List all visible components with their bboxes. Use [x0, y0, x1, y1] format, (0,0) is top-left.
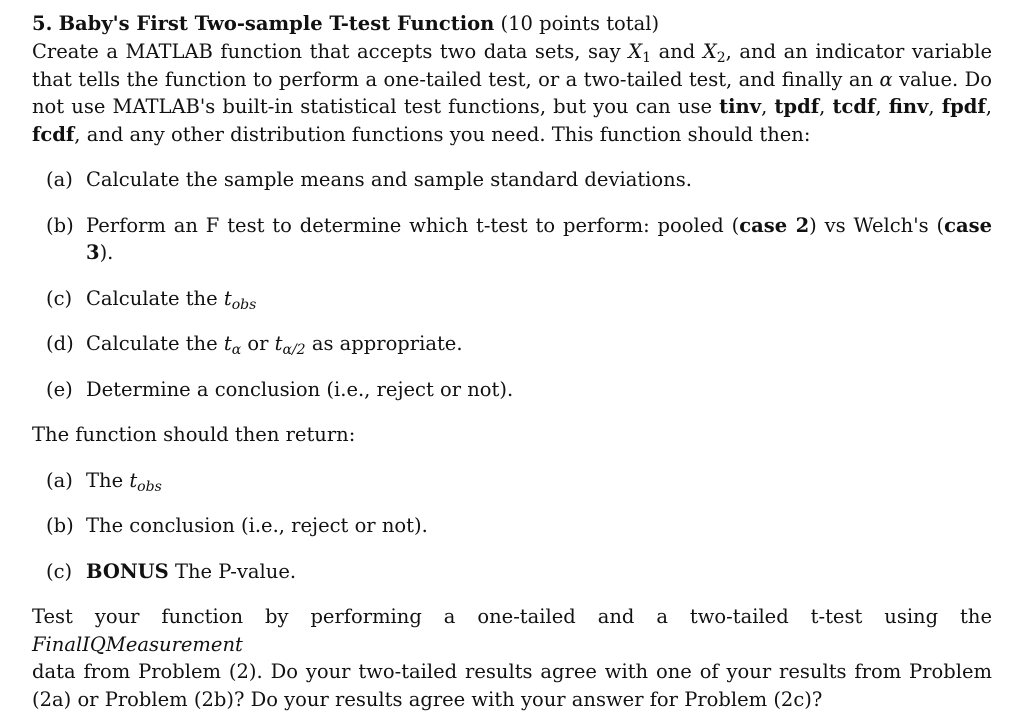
item-marker: (c) — [46, 558, 72, 586]
problem-number: 5. — [32, 12, 52, 35]
closing-line-2: data from Problem (2). Do your two-tailed results agree with one of your results from Problem — [32, 658, 992, 686]
list-item — [32, 212, 992, 267]
list-item — [32, 512, 992, 540]
item-text: The conclusion (i.e., reject or not). — [86, 512, 992, 540]
steps-list — [32, 166, 992, 403]
intro-paragraph — [32, 38, 992, 148]
list-item — [32, 376, 992, 404]
var-alpha: α — [879, 68, 892, 91]
list-item — [32, 285, 992, 313]
closing-line-1 — [32, 603, 992, 658]
intro-line-2 — [32, 66, 992, 94]
fn-finv: finv — [889, 95, 929, 118]
item-text — [86, 212, 992, 240]
intro-text: , and an indicator variable — [726, 40, 992, 63]
dataset-name: FinalIQMeasurement — [32, 633, 243, 656]
case-3-label: case — [944, 214, 992, 237]
separator: , — [928, 95, 941, 118]
list-item — [32, 330, 992, 358]
item-marker: (c) — [46, 285, 72, 313]
var-t-alpha: t — [224, 332, 232, 355]
item-text: Determine a conclusion (i.e., reject or not). — [86, 376, 992, 404]
var-x1: X — [628, 40, 642, 63]
var-t-sub: obs — [232, 296, 257, 312]
var-t-sub: obs — [137, 478, 162, 494]
fn-tinv: tinv — [719, 95, 761, 118]
fn-tcdf: tcdf — [832, 95, 875, 118]
item-text-part: ) vs Welch's ( — [809, 214, 944, 237]
intro-and: and — [651, 40, 703, 63]
case-2-label: case 2 — [739, 214, 809, 237]
case-3-number: 3 — [86, 241, 100, 264]
separator: , — [761, 95, 774, 118]
closing-line-3: (2a) or Problem (2b)? Do your results agree with your answer for Problem (2c)? — [32, 686, 992, 713]
return-intro: The function should then return: — [32, 421, 992, 449]
item-text-part: ). — [100, 241, 114, 264]
item-text-continued — [86, 239, 992, 267]
item-text: Calculate the — [86, 287, 224, 310]
intro-text: value. Do — [893, 68, 992, 91]
var-t: t — [129, 469, 137, 492]
item-marker: (e) — [46, 376, 73, 404]
list-item — [32, 467, 992, 495]
item-text: Calculate the sample means and sample standard deviations. — [86, 166, 992, 194]
fn-fpdf: fpdf — [942, 95, 986, 118]
item-text-part: Perform an F test to determine which t-test to perform: pooled ( — [86, 214, 739, 237]
closing-text: Test your function by performing a one-tailed and a two-tailed t-test using the — [32, 605, 992, 628]
intro-text: , and any other distribution functions you need. This function should then: — [74, 123, 810, 146]
separator: , — [875, 95, 888, 118]
item-marker: (d) — [46, 330, 74, 358]
problem-title: Baby's First Two-sample T-test Function — [59, 12, 495, 35]
var-x2-sub: 2 — [717, 50, 726, 66]
var-t-alpha-half: t — [275, 332, 283, 355]
item-marker: (b) — [46, 212, 74, 240]
intro-text: Create a MATLAB function that accepts two data sets, say — [32, 40, 628, 63]
item-text: or — [241, 332, 274, 355]
var-x1-sub: 1 — [642, 50, 651, 66]
separator: , — [819, 95, 832, 118]
list-item — [32, 166, 992, 194]
problem-points: (10 points total) — [501, 12, 660, 35]
list-item — [32, 558, 992, 586]
item-text: The P-value. — [169, 560, 296, 583]
var-t-alpha-sub: α — [232, 342, 241, 358]
problem-heading — [32, 10, 992, 38]
intro-text: not use MATLAB's built-in statistical test functions, but you can use — [32, 95, 719, 118]
item-text: The — [86, 469, 129, 492]
separator: , — [986, 95, 992, 118]
item-marker: (b) — [46, 512, 74, 540]
intro-text: that tells the function to perform a one-tailed test, or a two-tailed test, and finally an — [32, 68, 879, 91]
item-text: as appropriate. — [306, 332, 463, 355]
intro-line-4 — [32, 121, 992, 149]
bonus-label: BONUS — [86, 560, 169, 583]
item-marker: (a) — [46, 166, 73, 194]
item-marker: (a) — [46, 467, 73, 495]
var-x2: X — [703, 40, 717, 63]
var-t-alpha-half-sub: α/2 — [282, 342, 305, 358]
fn-fcdf: fcdf — [32, 123, 74, 146]
returns-list — [32, 467, 992, 586]
intro-line-1 — [32, 38, 992, 66]
closing-paragraph — [32, 603, 992, 713]
item-text: Calculate the — [86, 332, 224, 355]
var-t: t — [224, 287, 232, 310]
intro-line-3 — [32, 93, 992, 121]
fn-tpdf: tpdf — [774, 95, 819, 118]
